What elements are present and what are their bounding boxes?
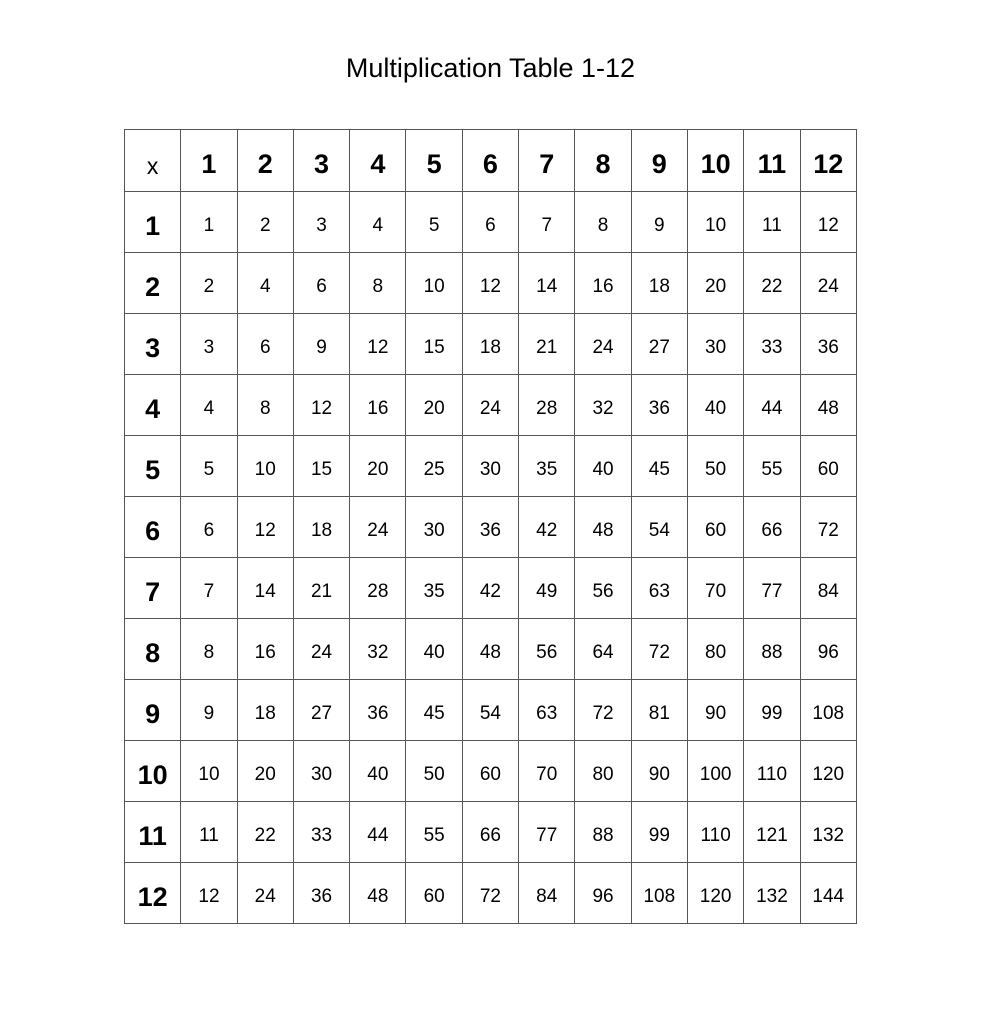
product-cell: 18 bbox=[631, 253, 687, 314]
product-cell: 60 bbox=[406, 863, 462, 924]
product-cell: 84 bbox=[800, 558, 856, 619]
product-cell: 18 bbox=[237, 680, 293, 741]
column-header-3: 3 bbox=[293, 130, 349, 192]
product-cell: 16 bbox=[350, 375, 406, 436]
product-cell: 120 bbox=[687, 863, 743, 924]
product-cell: 12 bbox=[293, 375, 349, 436]
table-row bbox=[125, 314, 857, 375]
product-cell: 5 bbox=[181, 436, 237, 497]
product-cell: 88 bbox=[744, 619, 800, 680]
product-cell: 15 bbox=[406, 314, 462, 375]
product-cell: 48 bbox=[350, 863, 406, 924]
product-cell: 99 bbox=[631, 802, 687, 863]
product-cell: 84 bbox=[519, 863, 575, 924]
row-header-2: 2 bbox=[125, 253, 181, 314]
product-cell: 72 bbox=[631, 619, 687, 680]
header-row bbox=[125, 130, 857, 192]
product-cell: 54 bbox=[462, 680, 518, 741]
product-cell: 6 bbox=[181, 497, 237, 558]
product-cell: 56 bbox=[575, 558, 631, 619]
product-cell: 24 bbox=[350, 497, 406, 558]
row-header-6: 6 bbox=[125, 497, 181, 558]
row-header-8: 8 bbox=[125, 619, 181, 680]
product-cell: 66 bbox=[462, 802, 518, 863]
product-cell: 24 bbox=[237, 863, 293, 924]
product-cell: 42 bbox=[519, 497, 575, 558]
product-cell: 30 bbox=[462, 436, 518, 497]
product-cell: 12 bbox=[800, 192, 856, 253]
product-cell: 28 bbox=[519, 375, 575, 436]
product-cell: 64 bbox=[575, 619, 631, 680]
product-cell: 44 bbox=[350, 802, 406, 863]
product-cell: 24 bbox=[462, 375, 518, 436]
row-header-7: 7 bbox=[125, 558, 181, 619]
product-cell: 36 bbox=[631, 375, 687, 436]
product-cell: 20 bbox=[406, 375, 462, 436]
product-cell: 28 bbox=[350, 558, 406, 619]
product-cell: 16 bbox=[237, 619, 293, 680]
product-cell: 48 bbox=[800, 375, 856, 436]
table-row bbox=[125, 375, 857, 436]
multiplication-table bbox=[124, 129, 857, 924]
product-cell: 45 bbox=[631, 436, 687, 497]
product-cell: 54 bbox=[631, 497, 687, 558]
product-cell: 22 bbox=[237, 802, 293, 863]
table-row bbox=[125, 253, 857, 314]
product-cell: 5 bbox=[406, 192, 462, 253]
product-cell: 6 bbox=[293, 253, 349, 314]
product-cell: 33 bbox=[293, 802, 349, 863]
corner-cell: x bbox=[125, 130, 181, 192]
product-cell: 90 bbox=[687, 680, 743, 741]
table-row bbox=[125, 619, 857, 680]
product-cell: 56 bbox=[519, 619, 575, 680]
product-cell: 100 bbox=[687, 741, 743, 802]
product-cell: 18 bbox=[462, 314, 518, 375]
product-cell: 55 bbox=[406, 802, 462, 863]
product-cell: 70 bbox=[519, 741, 575, 802]
product-cell: 9 bbox=[181, 680, 237, 741]
product-cell: 60 bbox=[687, 497, 743, 558]
product-cell: 72 bbox=[462, 863, 518, 924]
product-cell: 77 bbox=[744, 558, 800, 619]
column-header-9: 9 bbox=[631, 130, 687, 192]
column-header-4: 4 bbox=[350, 130, 406, 192]
table-row bbox=[125, 802, 857, 863]
product-cell: 24 bbox=[293, 619, 349, 680]
product-cell: 55 bbox=[744, 436, 800, 497]
product-cell: 50 bbox=[687, 436, 743, 497]
product-cell: 16 bbox=[575, 253, 631, 314]
product-cell: 35 bbox=[406, 558, 462, 619]
product-cell: 32 bbox=[575, 375, 631, 436]
product-cell: 40 bbox=[406, 619, 462, 680]
product-cell: 132 bbox=[800, 802, 856, 863]
product-cell: 49 bbox=[519, 558, 575, 619]
product-cell: 121 bbox=[744, 802, 800, 863]
row-header-5: 5 bbox=[125, 436, 181, 497]
table-row bbox=[125, 436, 857, 497]
product-cell: 144 bbox=[800, 863, 856, 924]
row-header-9: 9 bbox=[125, 680, 181, 741]
product-cell: 108 bbox=[800, 680, 856, 741]
product-cell: 24 bbox=[575, 314, 631, 375]
product-cell: 24 bbox=[800, 253, 856, 314]
product-cell: 2 bbox=[181, 253, 237, 314]
table-row bbox=[125, 192, 857, 253]
column-header-6: 6 bbox=[462, 130, 518, 192]
product-cell: 4 bbox=[237, 253, 293, 314]
page-title: Multiplication Table 1-12 bbox=[345, 53, 636, 83]
table-row bbox=[125, 497, 857, 558]
product-cell: 81 bbox=[631, 680, 687, 741]
product-cell: 36 bbox=[293, 863, 349, 924]
product-cell: 10 bbox=[406, 253, 462, 314]
product-cell: 48 bbox=[575, 497, 631, 558]
product-cell: 7 bbox=[181, 558, 237, 619]
product-cell: 60 bbox=[800, 436, 856, 497]
product-cell: 27 bbox=[293, 680, 349, 741]
product-cell: 35 bbox=[519, 436, 575, 497]
product-cell: 1 bbox=[181, 192, 237, 253]
product-cell: 8 bbox=[575, 192, 631, 253]
table-row bbox=[125, 741, 857, 802]
column-header-11: 11 bbox=[744, 130, 800, 192]
product-cell: 6 bbox=[462, 192, 518, 253]
product-cell: 132 bbox=[744, 863, 800, 924]
product-cell: 90 bbox=[631, 741, 687, 802]
product-cell: 11 bbox=[744, 192, 800, 253]
product-cell: 15 bbox=[293, 436, 349, 497]
product-cell: 110 bbox=[687, 802, 743, 863]
product-cell: 40 bbox=[687, 375, 743, 436]
product-cell: 77 bbox=[519, 802, 575, 863]
product-cell: 120 bbox=[800, 741, 856, 802]
product-cell: 11 bbox=[181, 802, 237, 863]
product-cell: 45 bbox=[406, 680, 462, 741]
row-header-3: 3 bbox=[125, 314, 181, 375]
product-cell: 21 bbox=[519, 314, 575, 375]
product-cell: 88 bbox=[575, 802, 631, 863]
table-row bbox=[125, 680, 857, 741]
product-cell: 12 bbox=[350, 314, 406, 375]
product-cell: 20 bbox=[687, 253, 743, 314]
product-cell: 42 bbox=[462, 558, 518, 619]
product-cell: 12 bbox=[181, 863, 237, 924]
product-cell: 9 bbox=[631, 192, 687, 253]
table-row bbox=[125, 863, 857, 924]
row-header-4: 4 bbox=[125, 375, 181, 436]
product-cell: 44 bbox=[744, 375, 800, 436]
product-cell: 72 bbox=[575, 680, 631, 741]
product-cell: 2 bbox=[237, 192, 293, 253]
product-cell: 50 bbox=[406, 741, 462, 802]
product-cell: 32 bbox=[350, 619, 406, 680]
product-cell: 36 bbox=[462, 497, 518, 558]
product-cell: 4 bbox=[350, 192, 406, 253]
product-cell: 12 bbox=[237, 497, 293, 558]
product-cell: 40 bbox=[575, 436, 631, 497]
column-header-7: 7 bbox=[519, 130, 575, 192]
product-cell: 7 bbox=[519, 192, 575, 253]
product-cell: 63 bbox=[631, 558, 687, 619]
product-cell: 25 bbox=[406, 436, 462, 497]
column-header-1: 1 bbox=[181, 130, 237, 192]
product-cell: 30 bbox=[293, 741, 349, 802]
product-cell: 110 bbox=[744, 741, 800, 802]
table-row bbox=[125, 558, 857, 619]
product-cell: 10 bbox=[237, 436, 293, 497]
product-cell: 3 bbox=[293, 192, 349, 253]
product-cell: 108 bbox=[631, 863, 687, 924]
column-header-10: 10 bbox=[687, 130, 743, 192]
product-cell: 72 bbox=[800, 497, 856, 558]
column-header-12: 12 bbox=[800, 130, 856, 192]
product-cell: 20 bbox=[350, 436, 406, 497]
row-header-1: 1 bbox=[125, 192, 181, 253]
product-cell: 99 bbox=[744, 680, 800, 741]
product-cell: 9 bbox=[293, 314, 349, 375]
product-cell: 96 bbox=[800, 619, 856, 680]
column-header-5: 5 bbox=[406, 130, 462, 192]
column-header-2: 2 bbox=[237, 130, 293, 192]
row-header-12: 12 bbox=[125, 863, 181, 924]
product-cell: 21 bbox=[293, 558, 349, 619]
product-cell: 8 bbox=[181, 619, 237, 680]
product-cell: 30 bbox=[687, 314, 743, 375]
product-cell: 70 bbox=[687, 558, 743, 619]
product-cell: 27 bbox=[631, 314, 687, 375]
product-cell: 96 bbox=[575, 863, 631, 924]
product-cell: 6 bbox=[237, 314, 293, 375]
column-header-8: 8 bbox=[575, 130, 631, 192]
product-cell: 20 bbox=[237, 741, 293, 802]
row-header-10: 10 bbox=[125, 741, 181, 802]
product-cell: 33 bbox=[744, 314, 800, 375]
product-cell: 10 bbox=[687, 192, 743, 253]
product-cell: 3 bbox=[181, 314, 237, 375]
product-cell: 22 bbox=[744, 253, 800, 314]
product-cell: 14 bbox=[237, 558, 293, 619]
row-header-11: 11 bbox=[125, 802, 181, 863]
product-cell: 8 bbox=[237, 375, 293, 436]
product-cell: 48 bbox=[462, 619, 518, 680]
product-cell: 18 bbox=[293, 497, 349, 558]
table-body bbox=[125, 130, 857, 924]
product-cell: 36 bbox=[350, 680, 406, 741]
product-cell: 63 bbox=[519, 680, 575, 741]
product-cell: 36 bbox=[800, 314, 856, 375]
product-cell: 10 bbox=[181, 741, 237, 802]
product-cell: 80 bbox=[687, 619, 743, 680]
product-cell: 14 bbox=[519, 253, 575, 314]
product-cell: 8 bbox=[350, 253, 406, 314]
product-cell: 30 bbox=[406, 497, 462, 558]
product-cell: 4 bbox=[181, 375, 237, 436]
product-cell: 60 bbox=[462, 741, 518, 802]
product-cell: 80 bbox=[575, 741, 631, 802]
product-cell: 40 bbox=[350, 741, 406, 802]
product-cell: 66 bbox=[744, 497, 800, 558]
product-cell: 12 bbox=[462, 253, 518, 314]
